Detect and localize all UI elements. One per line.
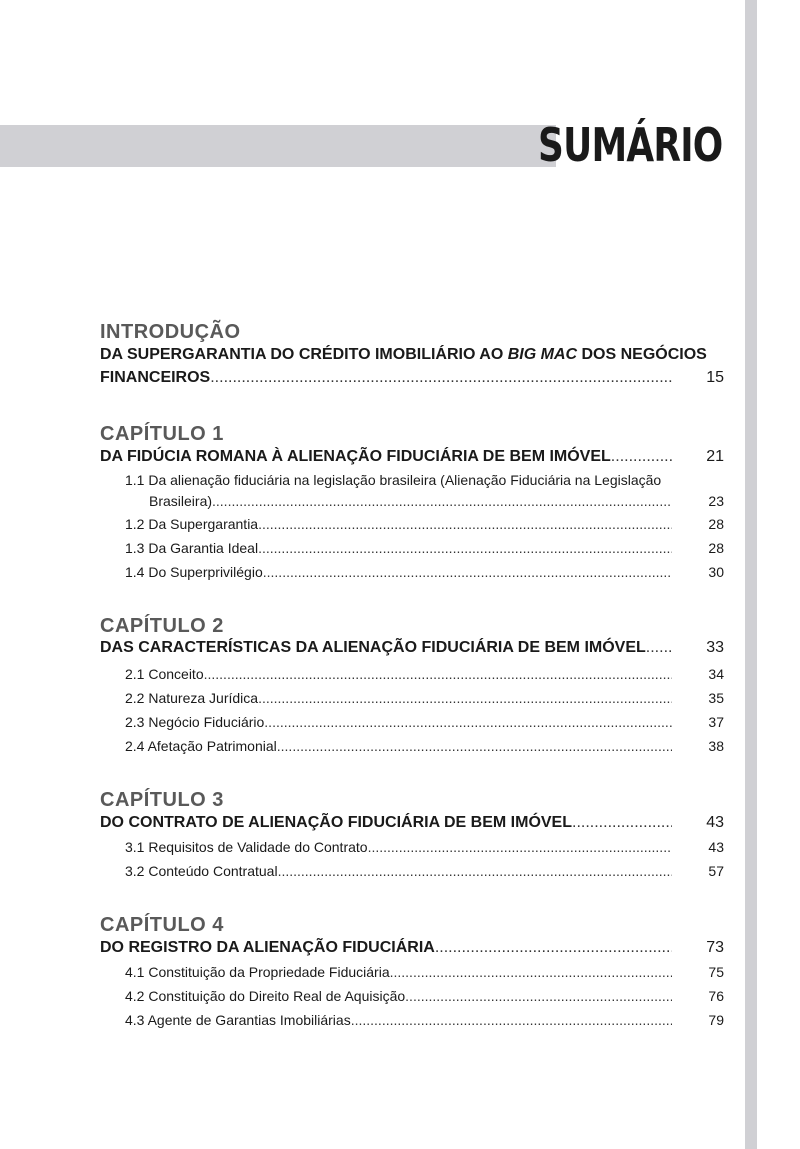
sub-label: 1.2 Da Supergarantia — [125, 516, 259, 532]
dot-leader — [277, 736, 672, 756]
dot-leader — [204, 664, 672, 684]
chapter3-page: 43 — [706, 814, 724, 831]
dot-leader — [278, 861, 672, 881]
dot-leader — [258, 514, 672, 534]
intro-heading: INTRODUÇÃO — [100, 321, 241, 343]
chapter4-title: DO REGISTRO DA ALIENAÇÃO FIDUCIÁRIA — [100, 939, 435, 956]
toc-entry-chapter2[interactable] — [100, 638, 724, 662]
intro-title-b: DOS NEGÓCIOS — [581, 346, 707, 363]
chapter4-heading: CAPÍTULO 4 — [100, 914, 224, 936]
dot-leader — [263, 562, 672, 582]
title-band — [0, 125, 556, 167]
sub-1-1-line1: 1.1 Da alienação fiduciária na legislação brasileira (Alienação Fiduciária na Legislação — [125, 472, 662, 488]
toc-entry-chapter4[interactable] — [100, 938, 724, 962]
toc-entry-1-1[interactable] — [125, 470, 724, 509]
sub-label: 3.2 Conteúdo Contratual — [125, 863, 278, 879]
sub-label: 4.2 Constituição do Direito Real de Aquisição — [125, 988, 406, 1004]
chapter3-heading: CAPÍTULO 3 — [100, 789, 224, 811]
page-title: SUMÁRIO — [537, 118, 722, 172]
sub-label: 1.4 Do Superprivilégio — [125, 564, 263, 580]
dot-leader — [646, 638, 672, 658]
dot-leader — [390, 962, 672, 982]
toc-entry-3-1[interactable] — [125, 837, 724, 861]
sub-page: 28 — [708, 540, 724, 556]
dot-leader — [368, 837, 672, 857]
sub-page: 43 — [708, 839, 724, 855]
toc-entry-4-2[interactable] — [125, 986, 724, 1010]
sub-page: 79 — [708, 1012, 724, 1028]
toc-entry-1-4[interactable] — [125, 562, 724, 586]
sub-page: 37 — [708, 714, 724, 730]
chapter3-title: DO CONTRATO DE ALIENAÇÃO FIDUCIÁRIA DE BEM IMÓVEL — [100, 814, 572, 831]
sub-label: 4.3 Agente de Garantias Imobiliárias — [125, 1012, 351, 1028]
chapter1-title: DA FIDÚCIA ROMANA À ALIENAÇÃO FIDUCIÁRIA DE BEM IMÓVEL — [100, 448, 611, 465]
sub-page: 34 — [708, 666, 724, 682]
chapter1-page: 21 — [706, 448, 724, 465]
sub-1-1-line2: Brasileira) — [149, 493, 213, 509]
sub-page: 76 — [708, 988, 724, 1004]
toc-entry-intro[interactable] — [100, 345, 724, 392]
toc-entry-3-2[interactable] — [125, 861, 724, 885]
sub-page: 38 — [708, 738, 724, 754]
intro-title-line2: FINANCEIROS — [100, 369, 211, 386]
toc-entry-2-4[interactable] — [125, 736, 724, 760]
sub-page: 35 — [708, 690, 724, 706]
chapter4-page: 73 — [706, 939, 724, 956]
dot-leader — [611, 447, 672, 467]
toc-entry-chapter3[interactable] — [100, 813, 724, 837]
sub-page: 57 — [708, 863, 724, 879]
chapter2-page: 33 — [706, 639, 724, 656]
sub-label: 2.4 Afetação Patrimonial — [125, 738, 277, 754]
dot-leader — [258, 538, 672, 558]
toc-entry-chapter1[interactable] — [100, 447, 724, 471]
dot-leader — [351, 1010, 672, 1030]
toc-entry-1-3[interactable] — [125, 538, 724, 562]
intro-page: 15 — [706, 369, 724, 386]
sub-label: 3.1 Requisitos de Validade do Contrato — [125, 839, 368, 855]
dot-leader — [258, 688, 672, 708]
toc-entry-2-3[interactable] — [125, 712, 724, 736]
sub-label: 2.3 Negócio Fiduciário — [125, 714, 265, 730]
dot-leader — [435, 938, 672, 958]
intro-title-italic: BIG MAC — [507, 346, 578, 363]
sub-label: 4.1 Constituição da Propriedade Fiduciária — [125, 964, 390, 980]
toc-entry-4-3[interactable] — [125, 1010, 724, 1034]
sub-page: 75 — [708, 964, 724, 980]
sub-page: 30 — [708, 564, 724, 580]
intro-title-a: DA SUPERGARANTIA DO CRÉDITO IMOBILIÁRIO AO — [100, 346, 504, 363]
dot-leader — [405, 986, 672, 1006]
dot-leader — [572, 813, 672, 833]
toc-entry-1-2[interactable] — [125, 514, 724, 538]
dot-leader — [264, 712, 672, 732]
toc-entry-4-1[interactable] — [125, 962, 724, 986]
dot-leader — [212, 491, 672, 511]
sub-label: 1.3 Da Garantia Ideal — [125, 540, 259, 556]
sub-page: 28 — [708, 516, 724, 532]
chapter2-heading: CAPÍTULO 2 — [100, 615, 224, 637]
sub-1-1-page: 23 — [708, 493, 724, 509]
sub-label: 2.1 Conceito — [125, 666, 204, 682]
chapter1-heading: CAPÍTULO 1 — [100, 423, 224, 445]
dot-leader — [210, 368, 672, 388]
toc-entry-2-2[interactable] — [125, 688, 724, 712]
toc-entry-2-1[interactable] — [125, 664, 724, 688]
chapter2-title: DAS CARACTERÍSTICAS DA ALIENAÇÃO FIDUCIÁRIA DE BEM IMÓVEL — [100, 639, 646, 656]
sub-label: 2.2 Natureza Jurídica — [125, 690, 259, 706]
side-margin-bar — [745, 0, 757, 1149]
